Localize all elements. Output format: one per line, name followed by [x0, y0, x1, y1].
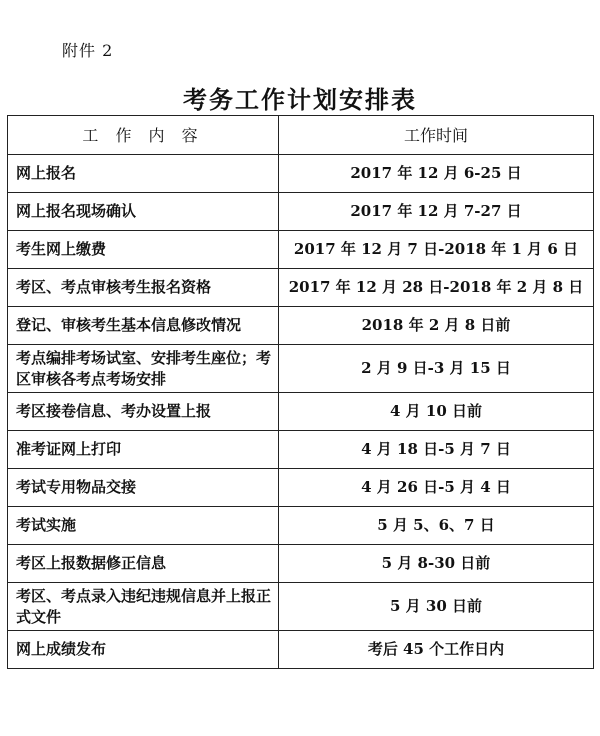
table-row: [8, 507, 594, 545]
table-row: [8, 469, 594, 507]
schedule-table: [7, 115, 594, 669]
time-cell: 2018 年 2 月 8 日前: [279, 307, 594, 345]
task-cell: 网上报名: [8, 155, 279, 193]
table-row: [8, 231, 594, 269]
time-cell: 2 月 9 日-3 月 15 日: [279, 345, 594, 393]
attachment-label: 附件 2: [62, 41, 114, 60]
table-row: [8, 307, 594, 345]
table-row: [8, 345, 594, 393]
table-row: [8, 431, 594, 469]
time-cell: 2017 年 12 月 7 日-2018 年 1 月 6 日: [279, 231, 594, 269]
time-cell: 2017 年 12 月 7-27 日: [279, 193, 594, 231]
task-cell: 准考证网上打印: [8, 431, 279, 469]
task-cell: 考生网上缴费: [8, 231, 279, 269]
document-title: 考务工作计划安排表: [183, 85, 417, 114]
time-cell: 4 月 26 日-5 月 4 日: [279, 469, 594, 507]
table-row: [8, 583, 594, 631]
task-cell: 考区、考点录入违纪违规信息并上报正式文件: [8, 583, 279, 631]
task-cell: 网上成绩发布: [8, 631, 279, 669]
task-cell: 考试实施: [8, 507, 279, 545]
time-cell: 5 月 30 日前: [279, 583, 594, 631]
task-cell: 考区上报数据修正信息: [8, 545, 279, 583]
header-work-content: 工 作 内 容: [8, 116, 279, 155]
time-cell: 考后 45 个工作日内: [279, 631, 594, 669]
table-row: [8, 269, 594, 307]
time-cell: 5 月 5、6、7 日: [279, 507, 594, 545]
table-row: [8, 631, 594, 669]
header-work-time: 工作时间: [279, 116, 594, 155]
table-header-row: [8, 116, 594, 155]
task-cell: 考区接卷信息、考办设置上报: [8, 393, 279, 431]
task-cell: 考试专用物品交接: [8, 469, 279, 507]
time-cell: 4 月 18 日-5 月 7 日: [279, 431, 594, 469]
task-cell: 考点编排考场试室、安排考生座位；考区审核各考点考场安排: [8, 345, 279, 393]
table-row: [8, 193, 594, 231]
time-cell: 2017 年 12 月 6-25 日: [279, 155, 594, 193]
time-cell: 5 月 8-30 日前: [279, 545, 594, 583]
table-row: [8, 155, 594, 193]
table-row: [8, 393, 594, 431]
task-cell: 登记、审核考生基本信息修改情况: [8, 307, 279, 345]
table-row: [8, 545, 594, 583]
time-cell: 4 月 10 日前: [279, 393, 594, 431]
time-cell: 2017 年 12 月 28 日-2018 年 2 月 8 日: [279, 269, 594, 307]
task-cell: 考区、考点审核考生报名资格: [8, 269, 279, 307]
task-cell: 网上报名现场确认: [8, 193, 279, 231]
